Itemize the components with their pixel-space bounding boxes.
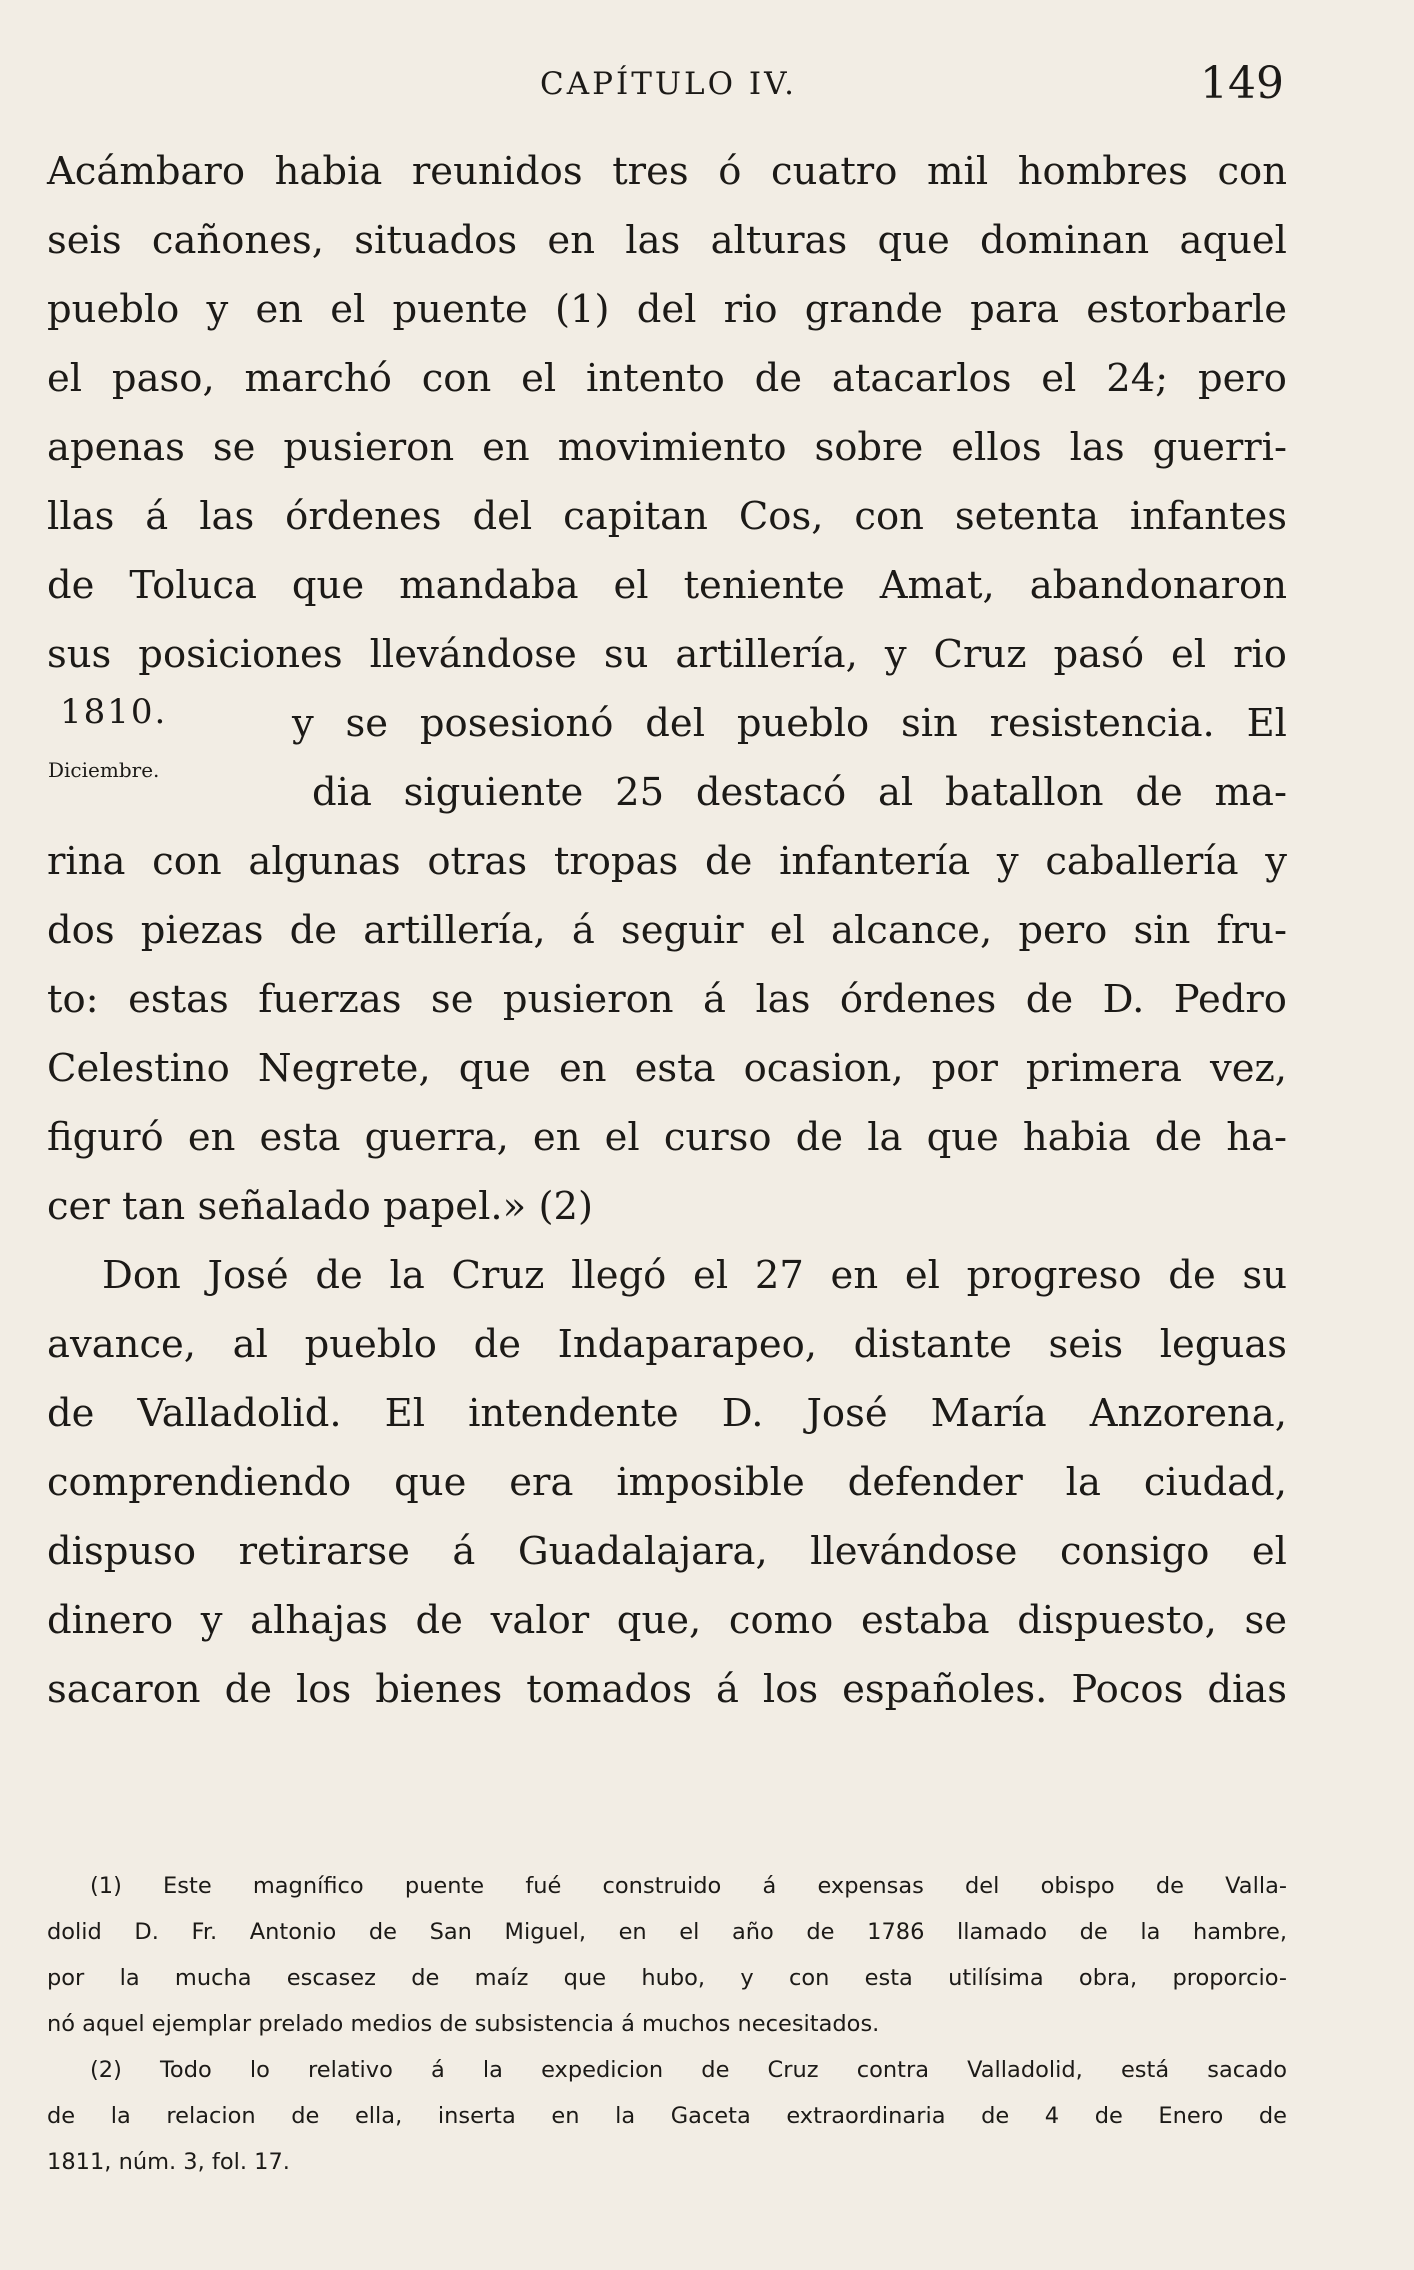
page-header [0,58,1414,118]
footnote-line: (2) Todo lo relativo á la expedicion de Cruz contra Valladolid, está sacado [90,2057,1287,2083]
paragraph-start: Don José de la Cruz llegó el 27 en el progreso de su [102,1253,1287,1298]
running-head: CAPÍTULO IV. [540,66,797,102]
footnote-line: 1811, núm. 3, fol. 17. [47,2149,290,2175]
body-line: figuró en esta guerra, en el curso de la que habia de ha- [47,1115,1287,1160]
body-line: rina con algunas otras tropas de infantería y caballería y [47,839,1287,884]
body-line: dinero y alhajas de valor que, como estaba dispuesto, se [47,1598,1287,1643]
body-line: apenas se pusieron en movimiento sobre ellos las guerri- [47,425,1287,470]
body-line: Acámbaro habia reunidos tres ó cuatro mil hombres con [47,149,1287,194]
footnote-line: nó aquel ejemplar prelado medios de subsistencia á muchos necesitados. [47,2011,880,2037]
footnote-line: (1) Este magnífico puente fué construido á expensas del obispo de Valla- [90,1873,1287,1899]
body-line: de Valladolid. El intendente D. José María Anzorena, [47,1391,1287,1436]
body-line: cer tan señalado papel.» (2) [47,1184,593,1229]
body-line: seis cañones, situados en las alturas que dominan aquel [47,218,1287,263]
body-line: de Toluca que mandaba el teniente Amat, abandonaron [47,563,1287,608]
body-line: avance, al pueblo de Indaparapeo, distante seis leguas [47,1322,1287,1367]
body-line: Celestino Negrete, que en esta ocasion, por primera vez, [47,1046,1287,1091]
body-line: dispuso retirarse á Guadalajara, llevándose consigo el [47,1529,1287,1574]
footnote-line: por la mucha escasez de maíz que hubo, y con esta utilísima obra, proporcio- [47,1965,1287,1991]
margin-note-month: Diciembre. [48,758,160,782]
body-line: pueblo y en el puente (1) del rio grande para estorbarle [47,287,1287,332]
body-line: comprendiendo que era imposible defender la ciudad, [47,1460,1287,1505]
page-number: 149 [1200,58,1284,109]
body-line: dia siguiente 25 destacó al batallon de ma- [312,770,1287,815]
body-line: to: estas fuerzas se pusieron á las órdenes de D. Pedro [47,977,1287,1022]
body-line: el paso, marchó con el intento de atacarlos el 24; pero [47,356,1287,401]
margin-note-year: 1810. [60,692,168,732]
footnote-line: dolid D. Fr. Antonio de San Miguel, en el año de 1786 llamado de la hambre, [47,1919,1287,1945]
body-line: sacaron de los bienes tomados á los españoles. Pocos dias [47,1667,1287,1712]
body-line: sus posiciones llevándose su artillería, y Cruz pasó el rio [47,632,1287,677]
body-line: dos piezas de artillería, á seguir el alcance, pero sin fru- [47,908,1287,953]
body-line: llas á las órdenes del capitan Cos, con setenta infantes [47,494,1287,539]
footnote-line: de la relacion de ella, inserta en la Gaceta extraordinaria de 4 de Enero de [47,2103,1287,2129]
body-line: y se posesionó del pueblo sin resistencia. El [292,701,1287,746]
